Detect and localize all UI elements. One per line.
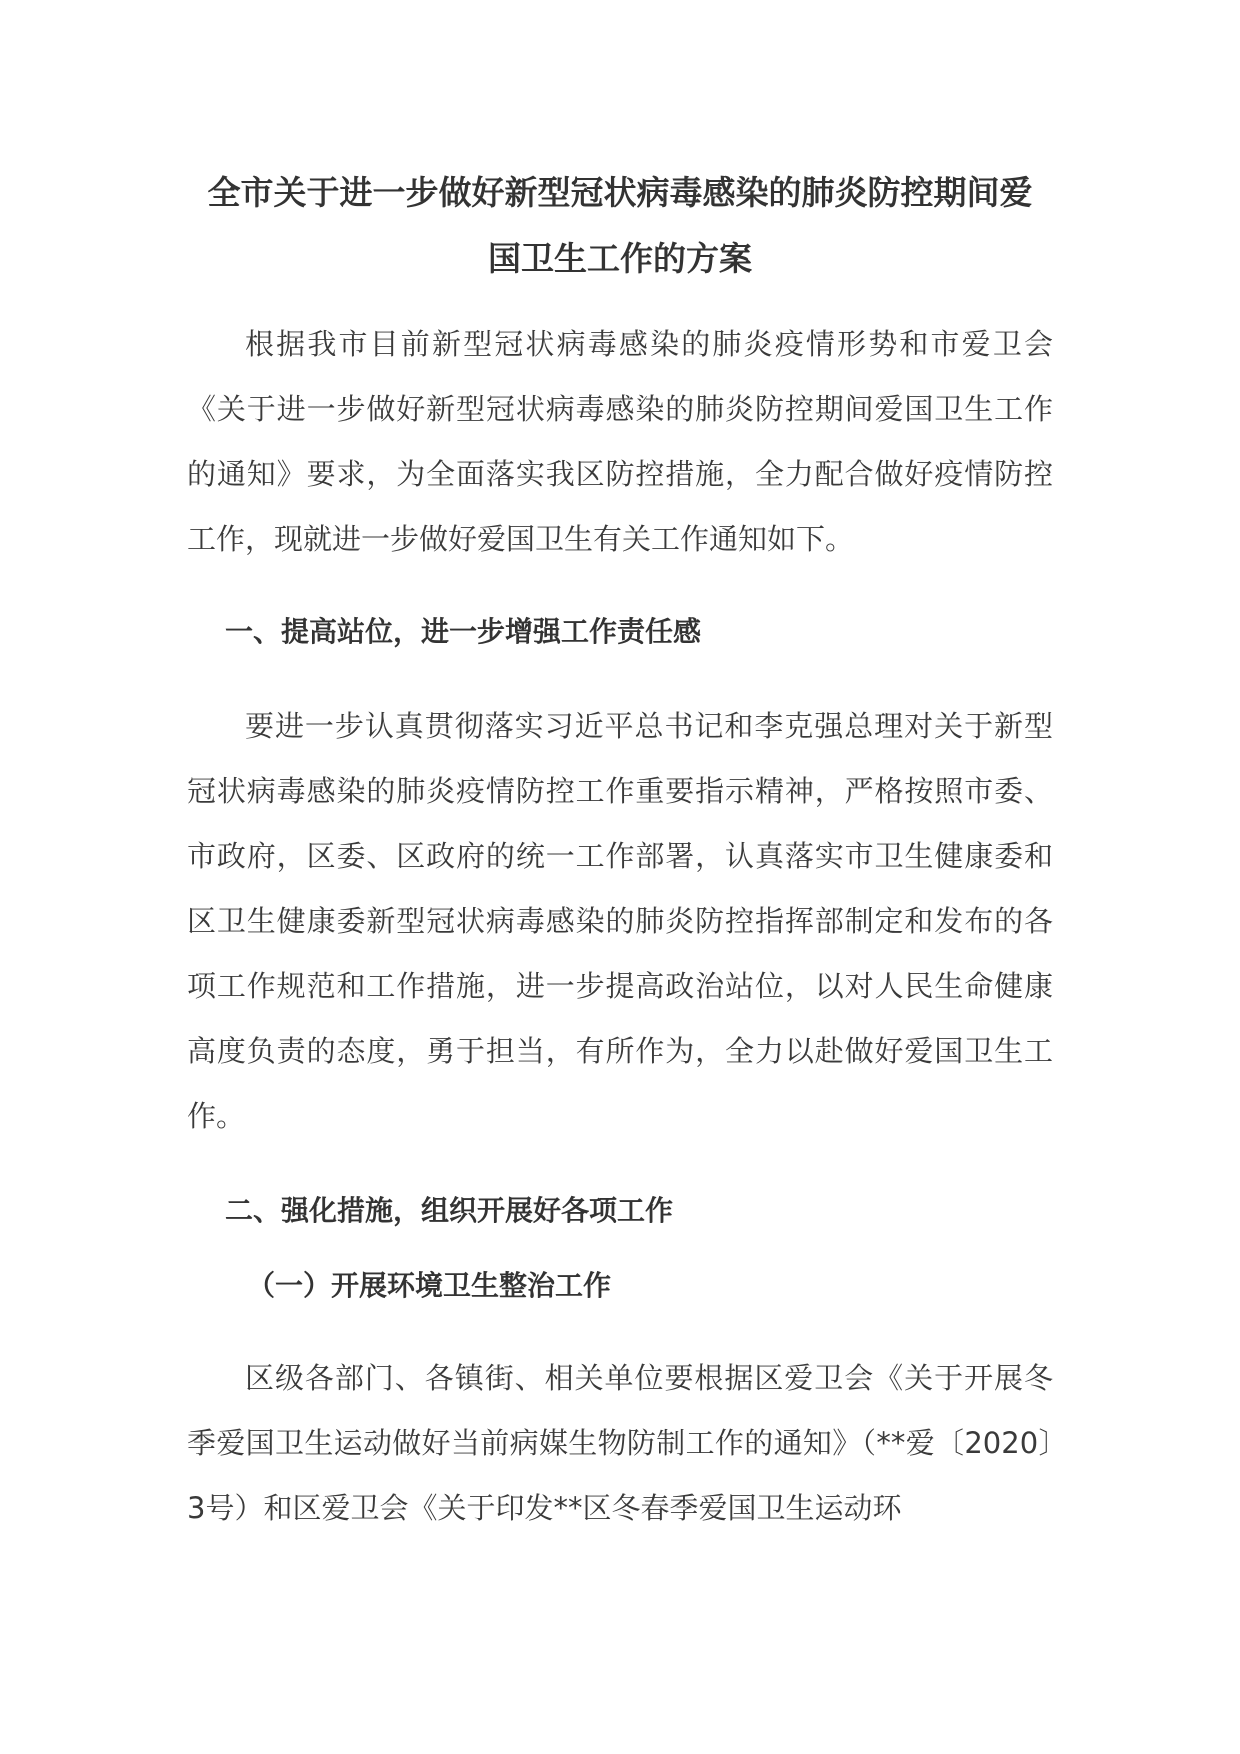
document-page xyxy=(187,160,1053,1541)
subsection-1-paragraph: 区级各部门、各镇街、相关单位要根据区爱卫会《关于开展冬季爱国卫生运动做好当前病媒生物防制工作的通知》（**爱〔2020〕3号）和区爱卫会《关于印发**区冬春季爱国卫生运动环 xyxy=(187,1361,1053,1525)
title-line-2: 国卫生工作的方案 xyxy=(488,239,752,278)
title-line-1: 全市关于进一步做好新型冠状病毒感染的肺炎防控期间爱 xyxy=(207,173,1033,212)
section-2-heading: 二、强化措施，组织开展好各项工作 xyxy=(225,1194,674,1227)
section-1-heading: 一、提高站位，进一步增强工作责任感 xyxy=(225,615,702,648)
section-1-paragraph: 要进一步认真贯彻落实习近平总书记和李克强总理对关于新型冠状病毒感染的肺炎疫情防控工作重要指示精神，严格按照市委、市政府，区委、区政府的统一工作部署，认真落实市卫生健康委和区卫生健康委新型冠状病毒感染的肺炎防控指挥部制定和发布的各项工作规范和工作措施，进一步提高政治站位，以对人民生命健康高度负责的态度，勇于担当，有所作为，全力以赴做好爱国卫生工作。 xyxy=(187,709,1053,1133)
subsection-1-heading: （一）开展环境卫生整治工作 xyxy=(247,1269,612,1302)
intro-paragraph: 根据我市目前新型冠状病毒感染的肺炎疫情形势和市爱卫会《关于进一步做好新型冠状病毒感染的肺炎防控期间爱国卫生工作的通知》要求，为全面落实我区防控措施，全力配合做好疫情防控工作，现就进一步做好爱国卫生有关工作通知如下。 xyxy=(187,327,1053,556)
document-title xyxy=(187,160,1053,292)
